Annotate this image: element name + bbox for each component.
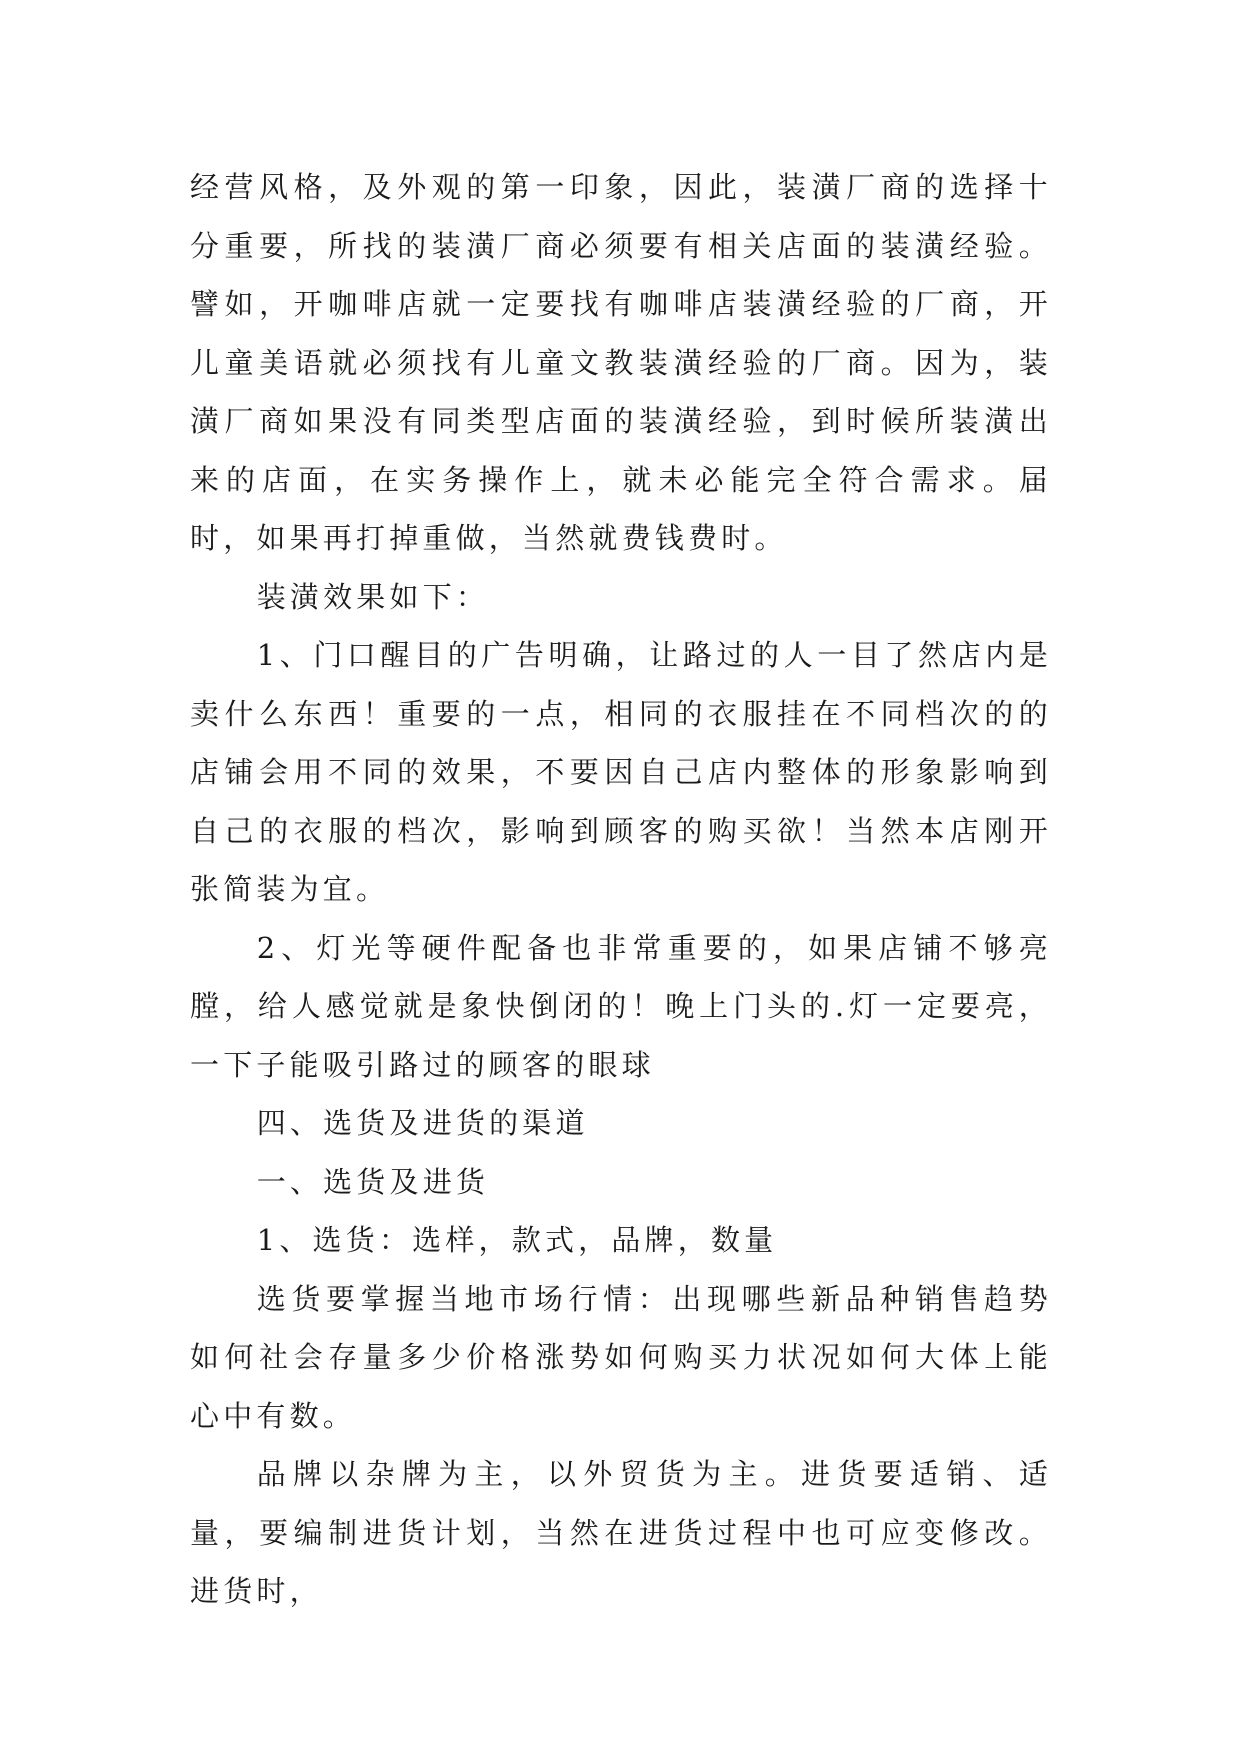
paragraph-2: 装潢效果如下： [256,579,490,614]
document-body [190,158,1052,1621]
paragraph-6: 品牌以杂牌为主，以外贸货为主。进货要适销、适量，要编制进货计划，当然在进货过程中也可应变修改。进货时， [190,1457,1052,1608]
paragraph-3: 1、门口醒目的广告明确，让路过的人一目了然店内是卖什么东西！重要的一点，相同的衣服挂在不同档次的的店铺会用不同的效果，不要因自己店内整体的形象影响到自己的衣服的档次，影响到顾客的购买欲！当然本店刚开张简装为宜。 [190,638,1052,906]
paragraph-5: 选货要掌握当地市场行情：出现哪些新品种销售趋势如何社会存量多少价格涨势如何购买力状况如何大体上能心中有数。 [190,1281,1052,1433]
paragraph-1: 经营风格，及外观的第一印象，因此，装潢厂商的选择十分重要，所找的装潢厂商必须要有相关店面的装潢经验。譬如，开咖啡店就一定要找有咖啡店装潢经验的厂商，开儿童美语就必须找有儿童文教装潢经验的厂商。因为，装潢厂商如果没有同类型店面的装潢经验，到时候所装潢出来的店面，在实务操作上，就未必能完全符合需求。届时，如果再打掉重做，当然就费钱费时。 [190,170,1052,555]
section-heading-4: 四、选货及进货的渠道 [256,1106,589,1140]
list-item-1: 1、选货：选样，款式，品牌，数量 [256,1223,778,1257]
paragraph-4: 2、灯光等硬件配备也非常重要的，如果店铺不够亮膛，给人感觉就是象快倒闭的！晚上门头的.灯一定要亮，一下子能吸引路过的顾客的眼球 [190,930,1052,1082]
subsection-heading-1: 一、选货及进货 [256,1164,490,1199]
